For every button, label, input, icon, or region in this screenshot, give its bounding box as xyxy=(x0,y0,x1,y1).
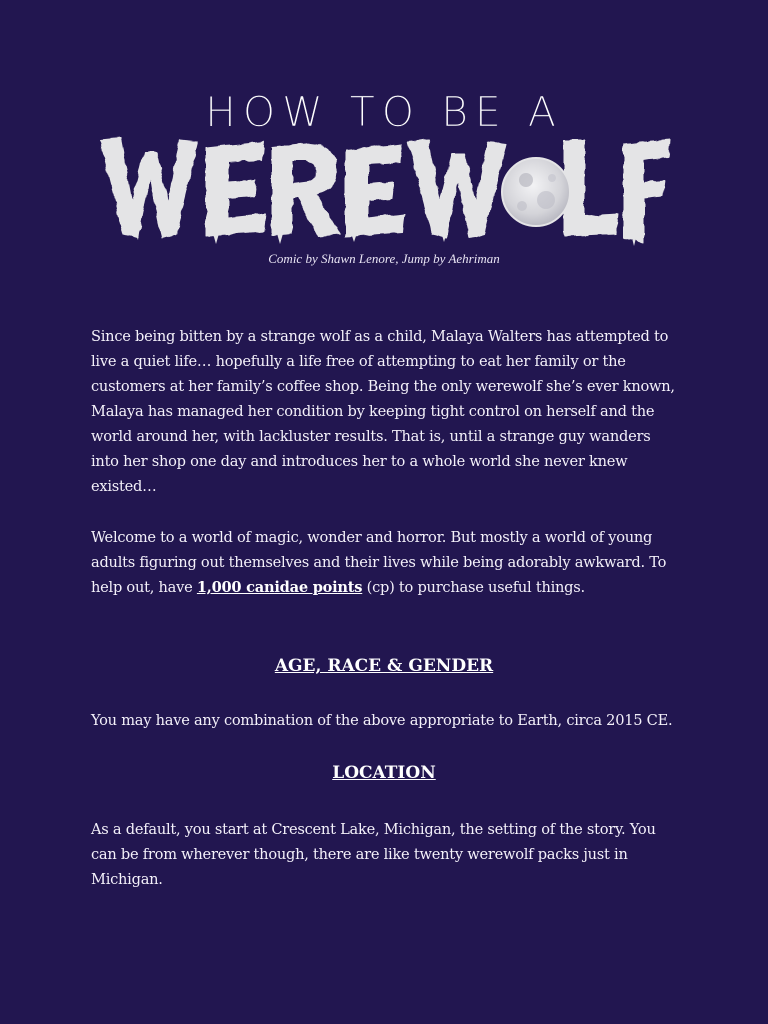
section-heading-age-race-gender: AGE, RACE & GENDER xyxy=(274,656,494,676)
title-top: HOW TO BE A xyxy=(205,88,563,136)
section-heading-location: LOCATION xyxy=(332,763,436,783)
section-text-age-race-gender: You may have any combination of the above appropriate to Earth, circa 2015 CE. xyxy=(91,712,673,729)
intro-paragraph-1: Since being bitten by a strange wolf as a child, Malaya Walters has attempted to live a quiet life… hopefully a life free of attempting to eat her family or the customers at her family’s coffee shop. Being the only werewolf she’s ever known, Malaya has managed her condition by keeping tight control on herself and the world around her, with lackluster results. That is, until a strange guy wanders into her shop one day and introduces her to a whole world she never knew existed… xyxy=(91,328,675,495)
werewolf-logo xyxy=(94,130,674,246)
section-text-location: As a default, you start at Crescent Lake, Michigan, the setting of the story. You can be from wherever though, there are like twenty werewolf packs just in Michigan. xyxy=(91,821,656,888)
intro-paragraph-2-start: Welcome to a world of magic, wonder and horror. But mostly a world of young adults figuring out themselves and their lives while being adorably awkward. To help out, have xyxy=(91,529,667,596)
intro-paragraph-2-end: (cp) to purchase useful things. xyxy=(362,579,585,596)
credit-line: Comic by Shawn Lenore, Jump by Aehriman xyxy=(268,251,500,266)
canidae-points-link[interactable]: 1,000 canidae points xyxy=(196,579,363,596)
moon-icon xyxy=(502,158,570,226)
intro-paragraph-2 xyxy=(91,525,681,600)
